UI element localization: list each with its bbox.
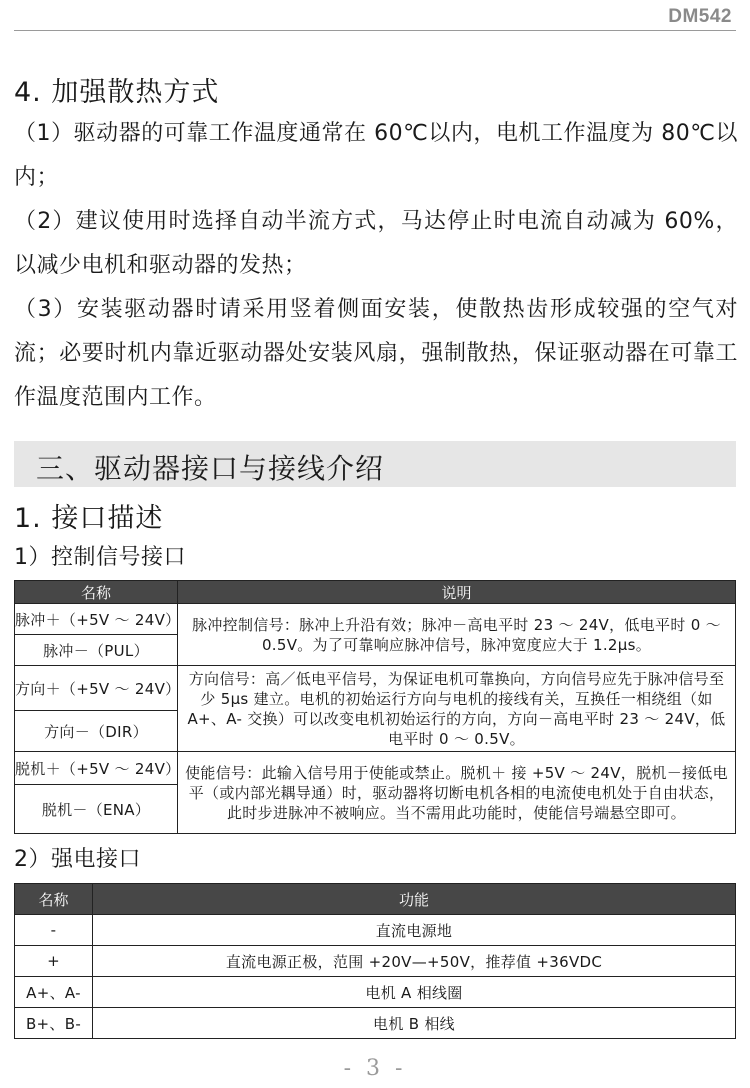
table-row — [15, 977, 736, 1008]
control-signal-table — [14, 580, 736, 834]
table-row — [15, 604, 736, 635]
terminal-function-cell: 直流电源正极，范围 +20V—+50V，推荐值 +36VDC — [93, 946, 736, 977]
control-signal-heading: 1）控制信号接口 — [14, 545, 186, 570]
header-rule — [14, 30, 736, 31]
signal-name-cell: 方向＋（+5V ～ 24V） — [15, 666, 178, 711]
table-header-row — [15, 884, 736, 915]
table-row — [15, 946, 736, 977]
brand-logo-text: DM542 — [668, 6, 732, 27]
table-row — [15, 752, 736, 785]
power-interface-table — [14, 883, 736, 1039]
column-header-description: 说明 — [178, 581, 736, 604]
terminal-name-cell: + — [15, 946, 93, 977]
column-header-name: 名称 — [15, 884, 93, 915]
terminal-function-cell: 直流电源地 — [93, 915, 736, 946]
table-row — [15, 666, 736, 711]
signal-name-cell: 脱机＋（+5V ～ 24V） — [15, 752, 178, 785]
terminal-name-cell: B+、B- — [15, 1008, 93, 1039]
signal-name-cell: 脉冲＋（+5V ～ 24V） — [15, 604, 178, 635]
terminal-name-cell: - — [15, 915, 93, 946]
signal-name-cell: 方向－（DIR） — [15, 711, 178, 752]
power-interface-heading: 2）强电接口 — [14, 847, 141, 872]
table-header-row — [15, 581, 736, 604]
table-row — [15, 915, 736, 946]
column-header-name: 名称 — [15, 581, 178, 604]
cooling-item-1: （1）驱动器的可靠工作温度通常在 60℃以内，电机工作温度为 80℃以内； — [14, 121, 738, 190]
page-number: - 3 - — [343, 1056, 407, 1081]
table-row — [15, 1008, 736, 1039]
terminal-function-cell: 电机 A 相线圈 — [93, 977, 736, 1008]
terminal-function-cell: 电机 B 相线 — [93, 1008, 736, 1039]
signal-description-cell: 使能信号：此输入信号用于使能或禁止。脱机＋ 接 +5V ～ 24V，脱机－接低电平（或内部光耦导通）时，驱动器将切断电机各相的电流使电机处于自由状态，此时步进脉冲不被响应。当不需用此功能时，使能信号端悬空即可。 — [178, 752, 736, 834]
chapter-banner — [14, 441, 736, 487]
signal-description-cell: 方向信号：高／低电平信号，为保证电机可靠换向，方向信号应先于脉冲信号至少 5μs 建立。电机的初始运行方向与电机的接线有关，互换任一相绕组（如A+、A- 交换）可以改变电机初始运行的方向，方向－高电平时 23 ～ 24V，低电平时 0 ～ 0.5V。 — [178, 666, 736, 752]
signal-name-cell: 脉冲－（PUL） — [15, 635, 178, 666]
section-heading-cooling: 4. 加强散热方式 — [14, 77, 220, 108]
signal-description-cell: 脉冲控制信号：脉冲上升沿有效；脉冲－高电平时 23 ～ 24V，低电平时 0 ～ 0.5V。为了可靠响应脉冲信号，脉冲宽度应大于 1.2μs。 — [178, 604, 736, 666]
cooling-item-2: （2）建议使用时选择自动半流方式，马达停止时电流自动减为 60%，以减少电机和驱动器的发热； — [14, 209, 738, 278]
terminal-name-cell: A+、A- — [15, 977, 93, 1008]
interface-heading: 1. 接口描述 — [14, 503, 164, 534]
cooling-item-3: （3）安装驱动器时请采用竖着侧面安装，使散热齿形成较强的空气对流；必要时机内靠近驱动器处安装风扇，强制散热，保证驱动器在可靠工作温度范围内工作。 — [14, 297, 738, 410]
signal-name-cell: 脱机－（ENA） — [15, 785, 178, 834]
chapter-title: 三、驱动器接口与接线介绍 — [36, 452, 385, 485]
column-header-function: 功能 — [93, 884, 736, 915]
